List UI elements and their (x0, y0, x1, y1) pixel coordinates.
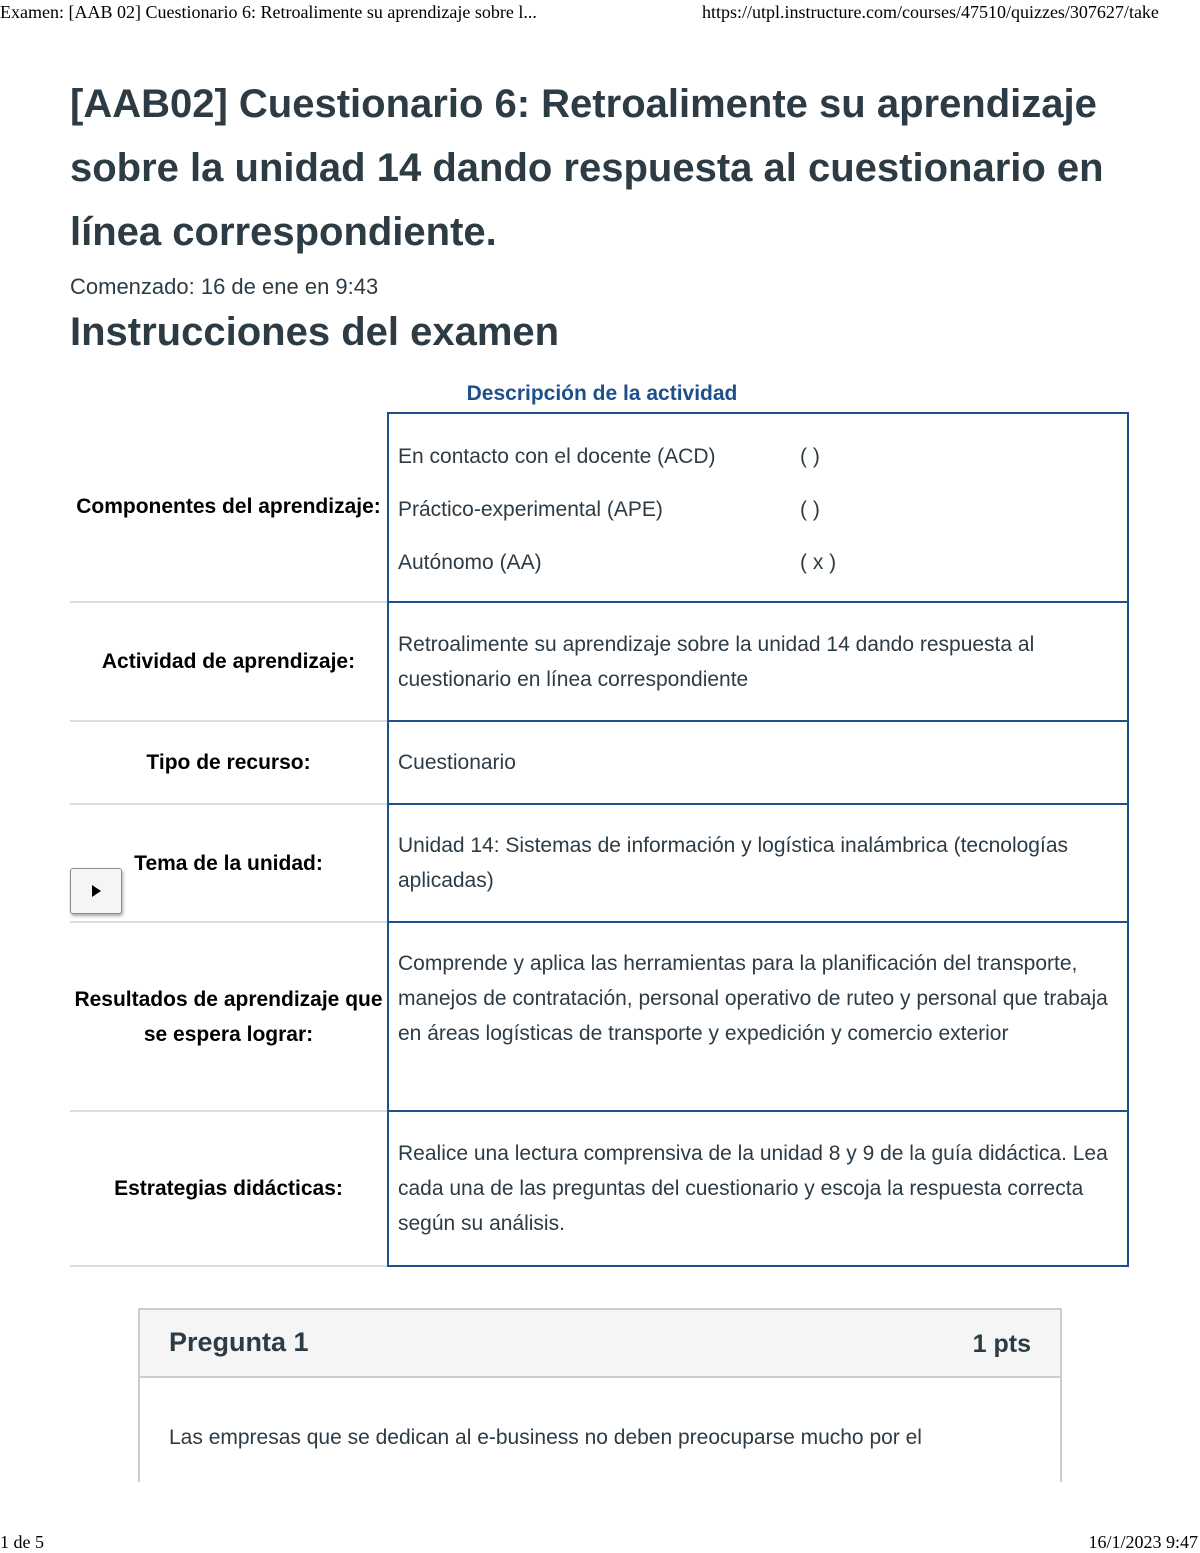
print-datetime: 16/1/2023 9:47 (1088, 1532, 1198, 1552)
table-row-expected-results (70, 923, 1129, 1112)
play-button[interactable] (70, 868, 122, 914)
table-row-unit-topic (70, 805, 1129, 923)
print-header (0, 0, 1200, 26)
row-value (387, 412, 1129, 603)
print-url: https://utpl.instructure.com/courses/47510/quizzes/307627/take (702, 2, 1159, 22)
quiz-started-time: Comenzado: 16 de ene en 9:43 (70, 274, 379, 299)
row-value: Unidad 14: Sistemas de información y logística inalámbrica (tecnologías aplicadas) (387, 805, 1129, 923)
row-label: Estrategias didácticas: (70, 1112, 387, 1267)
component-mark: ( ) (800, 498, 820, 521)
component-item (398, 536, 1119, 589)
row-label: Componentes del aprendizaje: (70, 412, 387, 603)
row-label: Tipo de recurso: (70, 722, 387, 805)
question-text: Las empresas que se dedican al e-business no deben preocuparse mucho por el (169, 1426, 922, 1449)
row-label: Tema de la unidad: (70, 805, 387, 923)
row-label: Resultados de aprendizaje que se espera lograr: (70, 923, 387, 1112)
print-page-number: 1 de 5 (0, 1532, 44, 1552)
print-footer (0, 1530, 1200, 1553)
print-page-title: Examen: [AAB 02] Cuestionario 6: Retroalimente su aprendizaje sobre l... (0, 2, 537, 22)
component-mark: ( x ) (800, 551, 837, 574)
component-name: Práctico-experimental (APE) (398, 498, 663, 521)
question-title: Pregunta 1 (169, 1327, 309, 1357)
table-caption: Descripción de la actividad (466, 382, 738, 405)
question-card (138, 1308, 1062, 1482)
row-label: Actividad de aprendizaje: (70, 603, 387, 722)
quiz-title: [AAB02] Cuestionario 6: Retroalimente su aprendizaje sobre la unidad 14 dando respuesta al cuestionario en línea correspondiente. (70, 82, 1104, 254)
table-row-strategies (70, 1112, 1129, 1267)
question-header (140, 1310, 1060, 1378)
row-value: Cuestionario (387, 722, 1129, 805)
row-value: Comprende y aplica las herramientas para la planificación del transporte, manejos de contratación, personal operativo de ruteo y personal que trabaja en áreas logísticas de transporte y expedición y comercio exterior (387, 923, 1129, 1112)
instructions-heading: Instrucciones del examen (70, 310, 560, 354)
table-row-activity (70, 603, 1129, 722)
component-mark: ( ) (800, 445, 820, 468)
play-icon (89, 884, 103, 898)
question-points: 1 pts (972, 1330, 1031, 1358)
component-name: Autónomo (AA) (398, 551, 542, 574)
component-name: En contacto con el docente (ACD) (398, 445, 716, 468)
table-row-resource-type (70, 722, 1129, 805)
row-value: Retroalimente su aprendizaje sobre la unidad 14 dando respuesta al cuestionario en línea correspondiente (387, 603, 1129, 722)
component-item (398, 430, 1119, 483)
component-item (398, 483, 1119, 536)
row-value: Realice una lectura comprensiva de la unidad 8 y 9 de la guía didáctica. Lea cada una de las preguntas del cuestionario y escoja la respuesta correcta según su análisis. (387, 1112, 1129, 1267)
table-row-components (70, 412, 1129, 603)
